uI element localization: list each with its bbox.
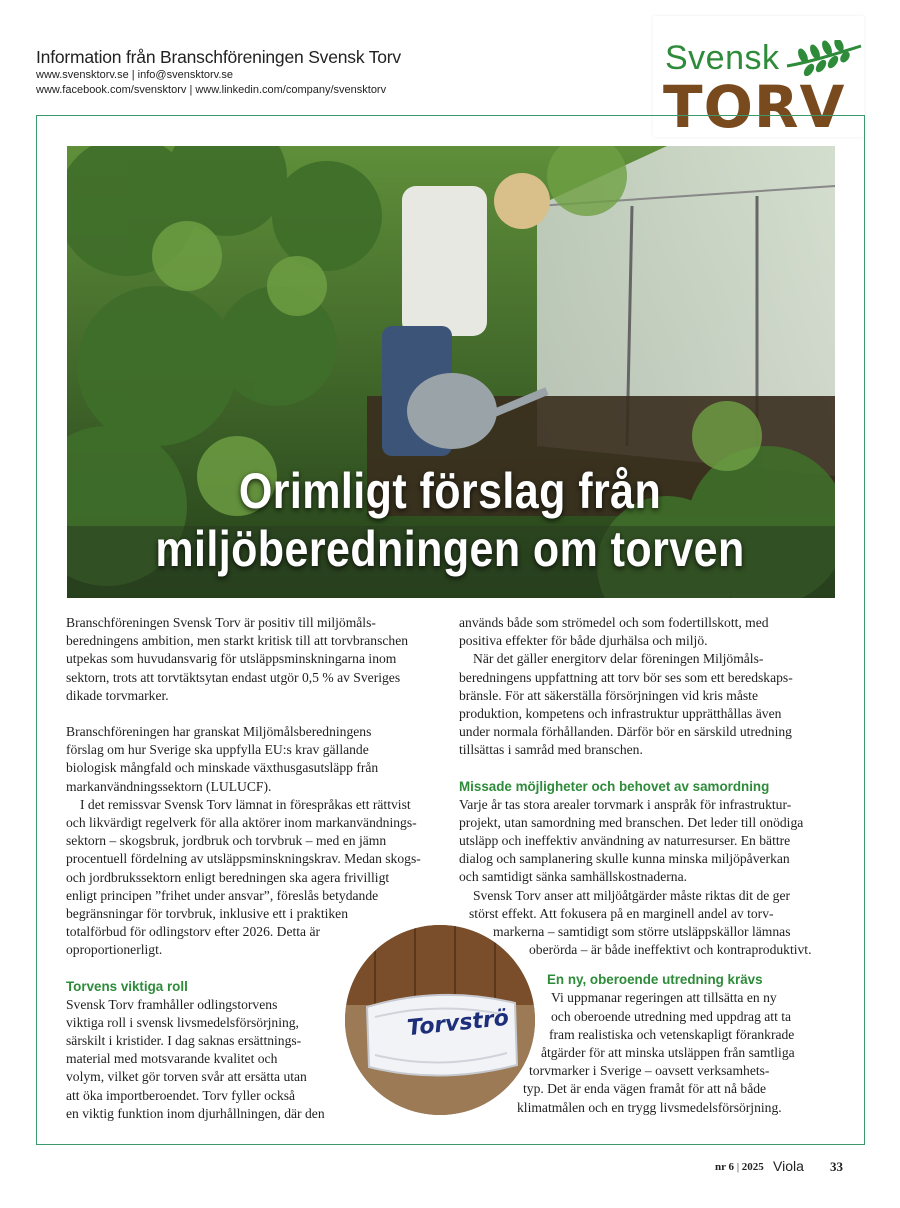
text-line: tillsättas i samråd med branschen. xyxy=(459,742,643,758)
text-line: sektorn, trots att torvtäktsytan endast utgör 0,5 % av Sveriges xyxy=(66,669,401,685)
intro-paragraph xyxy=(66,614,446,705)
leaf-icon xyxy=(785,40,863,76)
text-line: markerna – samtidigt som större utsläppskällor lämnas xyxy=(493,924,791,940)
text-line: och samtidigt sänka samhällskostnaderna. xyxy=(459,869,688,885)
text-line: oberörda – är både ineffektivt och kontraproduktivt. xyxy=(529,942,812,958)
text-line: dialog och samplanering skulle kunna minska miljöpåverkan xyxy=(459,851,790,867)
text-line: störst effekt. Att fokusera på en marginell andel av torv- xyxy=(469,905,774,921)
text-line: När det gäller energitorv delar föreningen Miljömåls- xyxy=(473,651,764,667)
text-line: Svensk Torv framhåller odlingstorvens xyxy=(66,996,278,1012)
issue-separator: | xyxy=(734,1161,742,1173)
text-line: utsläpp och ineffektiv användning av naturresurser. En bättre xyxy=(459,833,791,849)
text-line: och jordbrukssektorn enligt beredningen ska agera frivilligt xyxy=(66,869,390,885)
subheading-samordning: Missade möjligheter och behovet av samordning xyxy=(459,778,770,794)
logo-word-svensk: Svensk xyxy=(665,39,780,77)
text-line: bränsle. För att säkerställa försörjningen vid kris måste xyxy=(459,687,758,703)
logo-word-torv: TORV xyxy=(663,73,846,141)
issue-year: 2025 xyxy=(741,1161,764,1173)
footer-issue xyxy=(715,1161,764,1173)
text-line: särskilt i kristider. I dag saknas ersättnings- xyxy=(66,1033,302,1049)
subheading-torvens-roll: Torvens viktiga roll xyxy=(66,978,188,994)
text-line: Vi uppmanar regeringen att tillsätta en ny xyxy=(551,990,777,1006)
text-line: oproportionerligt. xyxy=(66,942,163,958)
text-line: och likvärdigt regelverk för alla aktörer inom markanvändnings- xyxy=(66,815,417,831)
text-line: begränsningar för torvbruk, inklusive ett i praktiken xyxy=(66,906,348,922)
issue-number: nr 6 xyxy=(715,1161,735,1173)
text-line: totalförbud för odlingstorv efter 2026. Detta är xyxy=(66,924,321,940)
headline-line-1: Orimligt förslag från xyxy=(238,463,662,519)
article-headline xyxy=(63,462,837,578)
text-line: Branschföreningen har granskat Miljömålsberedningens xyxy=(66,724,372,740)
body-paragraph xyxy=(459,614,839,650)
bag-label: Torvströ xyxy=(405,1005,511,1042)
header-social-line[interactable]: www.facebook.com/svensktorv | www.linkedin.com/company/svensktorv xyxy=(36,84,387,96)
header-contact-line[interactable]: www.svensktorv.se | info@svensktorv.se xyxy=(36,69,234,81)
text-line: fram realistiska och vetenskapligt förankrade xyxy=(549,1026,795,1042)
header-title: Information från Branschföreningen Svensk Torv xyxy=(36,47,401,67)
text-line: projekt, utan samordning med branschen. Det leder till onödiga xyxy=(459,814,804,830)
text-line: beredningens uppfattning att torv bör ses som ett beredskaps- xyxy=(459,669,793,685)
text-line: sektorn – skogsbruk, jordbruk och torvbruk – med en jämn xyxy=(66,833,387,849)
text-line: viktiga roll i svensk livsmedelsförsörjning, xyxy=(66,1014,299,1030)
body-paragraph xyxy=(459,796,839,887)
text-line: förslag om hur Sverige ska uppfylla EU:s krav gällande xyxy=(66,742,369,758)
headline-line-2: miljöberedningen om torven xyxy=(155,521,745,577)
text-line: och oberoende utredning med uppdrag att ta xyxy=(551,1008,792,1024)
header-info xyxy=(36,46,596,98)
text-line: Varje år tas stora arealer torvmark i anspråk för infrastruktur- xyxy=(459,796,792,812)
torvstro-bag-photo xyxy=(345,925,535,1115)
text-line: utpekas som huvudansvarig för utsläppsminskningarna inom xyxy=(66,651,397,667)
subheading-ny-utredning: En ny, oberoende utredning krävs xyxy=(547,972,763,988)
text-line: produktion, kompetens och infrastruktur upprätthållas även xyxy=(459,706,782,722)
text-line: typ. Det är enda vägen framåt för att nå både xyxy=(523,1081,767,1097)
text-line: en viktig funktion inom djurhållningen, där den xyxy=(66,1105,325,1121)
text-line: Branschföreningen Svensk Torv är positiv till miljömåls- xyxy=(66,615,376,630)
body-paragraph xyxy=(66,796,446,960)
text-line: positiva effekter för både djurhälsa och miljö. xyxy=(459,633,708,649)
text-line: dikade torvmarker. xyxy=(66,687,169,703)
body-paragraph xyxy=(459,650,839,759)
text-line: enligt principen ”frihet under ansvar”, föreslås betydande xyxy=(66,887,379,903)
text-line: markanvändningssektorn (LULUCF). xyxy=(66,778,272,794)
page-number: 33 xyxy=(830,1159,843,1174)
text-line: klimatmålen och en trygg livsmedelsförsörjning. xyxy=(517,1099,782,1115)
text-line: används både som strömedel och som fodertillskott, med xyxy=(459,615,769,630)
text-line: torvmarker i Sverige – oavsett verksamhets- xyxy=(529,1063,770,1079)
text-line: beredningens ambition, men starkt kritisk till att torvbranschen xyxy=(66,633,409,649)
body-paragraph xyxy=(66,723,446,796)
text-line: I det remissvar Svensk Torv lämnat in förespråkas ett rättvist xyxy=(80,796,411,812)
text-line: under normala förhållanden. Därför bör en särskild utredning xyxy=(459,724,792,740)
text-line: biologisk mångfald och minskade växthusgasutsläpp från xyxy=(66,760,379,776)
text-line: procentuell fördelning av utsläppsminskningskrav. Medan skogs- xyxy=(66,851,421,867)
body-paragraph xyxy=(459,887,839,960)
text-line: Svensk Torv anser att miljöåtgärder måste riktas dit de ger xyxy=(473,887,791,903)
footer-magazine: Viola xyxy=(773,1158,804,1174)
text-line: att öka importberoendet. Torv fyller också xyxy=(66,1087,296,1103)
text-line: åtgärder för att minska utsläppen från samtliga xyxy=(541,1045,795,1061)
text-line: volym, vilket gör torven svår att ersätta utan xyxy=(66,1069,307,1085)
text-line: material med motsvarande kvalitet och xyxy=(66,1051,278,1067)
